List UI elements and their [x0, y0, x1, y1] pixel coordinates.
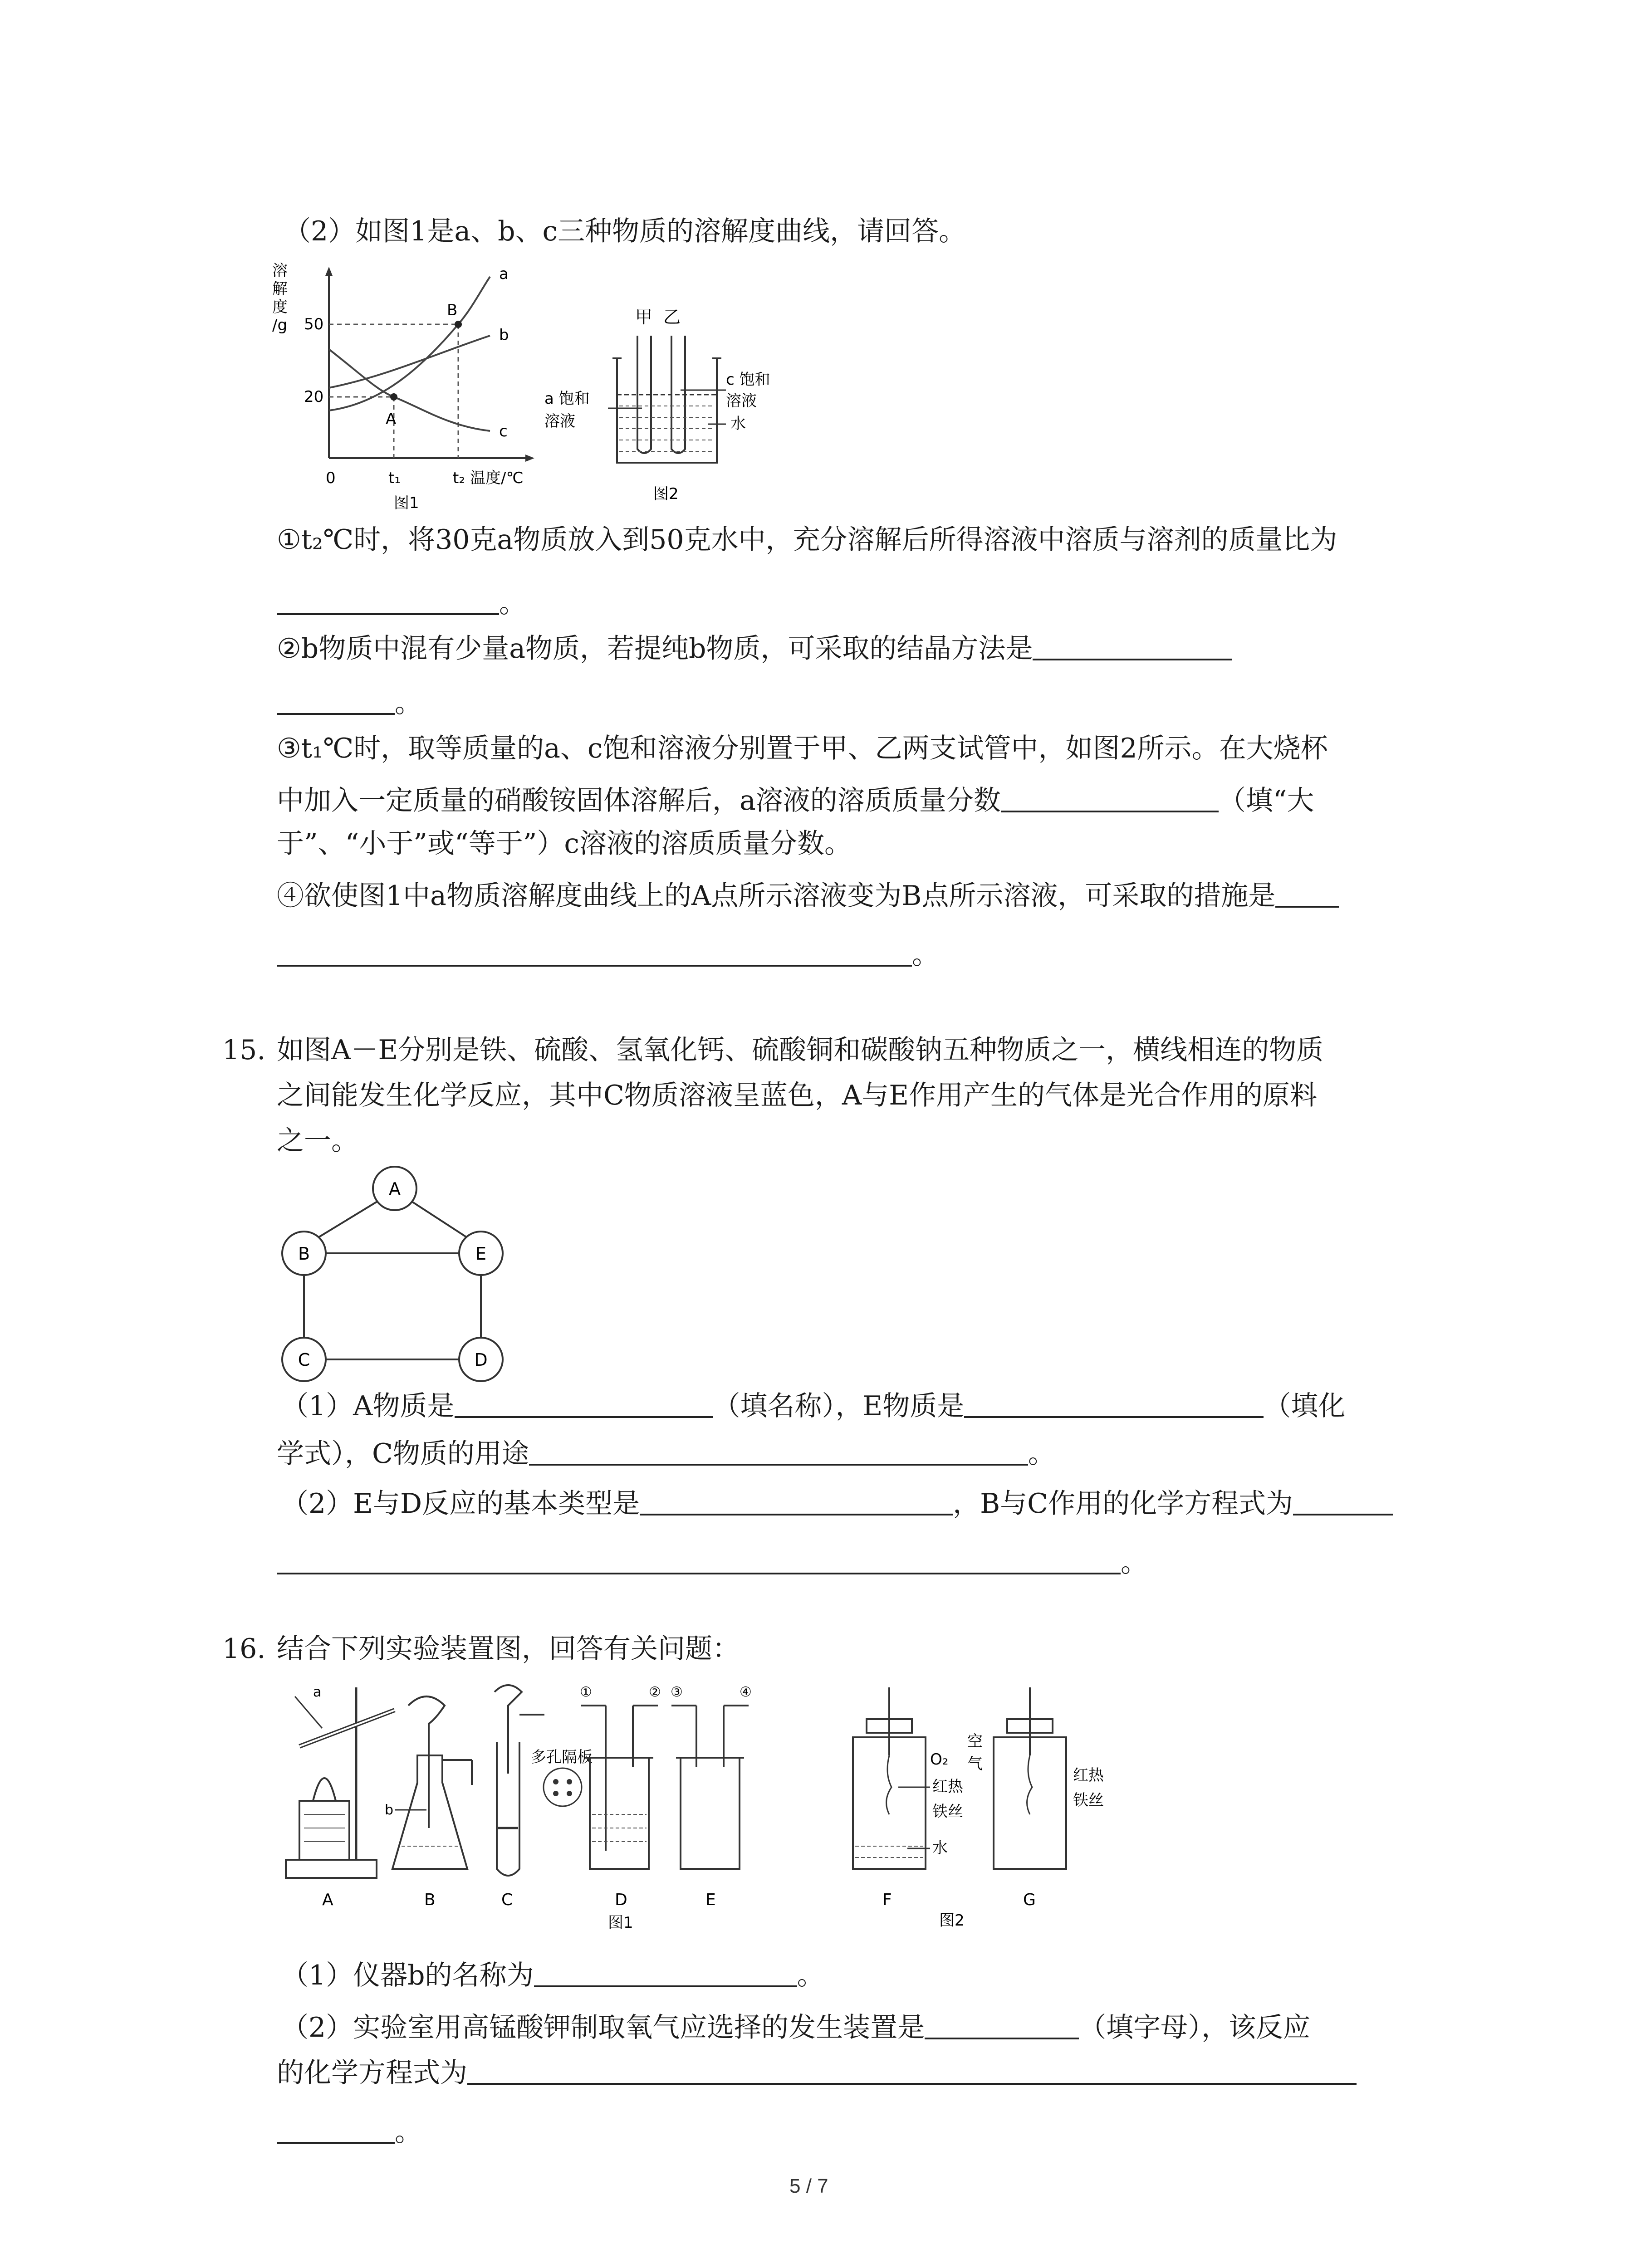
q14-sub4-text: ④欲使图1中a物质溶解度曲线上的A点所示溶液变为B点所示溶液，可采取的措施是	[277, 880, 1276, 912]
answer-blank[interactable]	[277, 1545, 1121, 1574]
apparatus-c-letter: C	[501, 1891, 513, 1909]
answer-blank[interactable]	[1293, 1486, 1393, 1515]
label-air-1: 空	[967, 1732, 983, 1750]
q16-figure1-caption: 图1	[608, 1914, 633, 1932]
curve-b	[329, 336, 490, 388]
q14-sub3-hint: （填“大	[1218, 785, 1314, 816]
label-a: a	[313, 1684, 322, 1700]
q15-part1-text-d: 学式），C物质的用途	[277, 1438, 529, 1470]
q16-part2-text-c: 的化学方程式为	[277, 2057, 467, 2089]
q14-sub2-text: ②b物质中混有少量a物质，若提纯b物质，可采取的结晶方法是	[277, 633, 1033, 665]
answer-blank[interactable]	[534, 1958, 797, 1987]
node-b: B	[298, 1244, 310, 1264]
answer-blank[interactable]	[277, 686, 395, 715]
q14-part2-intro: （2）如图1是a、b、c三种物质的溶解度曲线，请回答。	[284, 215, 966, 247]
apparatus-a-letter: A	[322, 1891, 333, 1909]
point-b-label: B	[447, 301, 458, 319]
y-axis-label-2: 解	[272, 280, 288, 298]
q14-sub1-text: ①t₂℃时，将30克a物质放入到50克水中，充分溶解后所得溶液中溶质与溶剂的质量比为	[277, 524, 1337, 556]
curve-c-label: c	[499, 422, 508, 440]
q15-text-line1: 如图A－E分别是铁、硫酸、氢氧化钙、硫酸铜和碳酸钠五种物质之一，横线相连的物质	[277, 1034, 1324, 1066]
answer-blank[interactable]	[1001, 783, 1219, 812]
answer-blank[interactable]	[455, 1389, 713, 1418]
q15-part1-text-b: （填名称），E物质是	[713, 1390, 965, 1422]
y-tick-20: 20	[304, 388, 324, 406]
tube-jia-label: 甲	[635, 307, 653, 327]
q15-number: 15.	[222, 1034, 266, 1066]
q14-sub3-line3: 于”、“小于”或“等于”）c溶液的溶质质量分数。	[277, 828, 852, 860]
apparatus-e-letter: E	[705, 1891, 716, 1909]
answer-blank[interactable]	[277, 586, 499, 615]
q15-part2-line1	[281, 1486, 1393, 1522]
sentence-end: 。	[912, 939, 939, 971]
q14-sub3-line1: ③t₁℃时，取等质量的a、c饱和溶液分别置于甲、乙两支试管中，如图2所示。在大烧杯	[277, 733, 1328, 764]
label-water: 水	[730, 415, 746, 433]
answer-blank[interactable]	[277, 2115, 395, 2144]
label-b: b	[385, 1802, 394, 1818]
q16-part2-line2	[277, 2055, 1357, 2091]
label-air-2: 气	[967, 1755, 983, 1773]
q14-sub2-line	[277, 631, 1232, 667]
figure2-caption: 图2	[653, 485, 679, 503]
node-e: E	[475, 1244, 487, 1264]
q15-part2-text-a: （2）E与D反应的基本类型是	[281, 1488, 640, 1520]
apparatus-d-letter: D	[615, 1891, 627, 1909]
answer-blank[interactable]	[1275, 879, 1339, 908]
q14-sub4-line	[277, 878, 1339, 914]
label-hot-wire-1b: 铁丝	[932, 1803, 963, 1821]
q15-part1-line2	[277, 1436, 1055, 1472]
curve-b-label: b	[499, 326, 509, 344]
apparatus-b-letter: B	[424, 1891, 436, 1909]
curve-c	[329, 349, 490, 431]
port-1: ①	[580, 1684, 592, 1700]
answer-blank[interactable]	[277, 938, 912, 967]
origin-label: 0	[326, 469, 336, 487]
apparatus-f-letter: F	[882, 1891, 892, 1909]
sentence-end: 。	[395, 2116, 422, 2148]
label-a-solution: 溶液	[544, 412, 575, 430]
q16-text-line1: 结合下列实验装置图，回答有关问题：	[277, 1633, 740, 1665]
answer-blank[interactable]	[640, 1486, 953, 1515]
label-c-solution: 溶液	[726, 392, 757, 410]
q15-part2-line2	[277, 1545, 1148, 1581]
tube-yi-label: 乙	[663, 307, 681, 327]
q14-sub4-answer	[277, 937, 939, 973]
substance-network-figure	[272, 1161, 508, 1388]
node-c: C	[298, 1350, 310, 1370]
q16-part2-line1	[281, 2009, 1310, 2046]
answer-blank[interactable]	[467, 2056, 1357, 2085]
x-axis-label: 温度/℃	[470, 469, 524, 487]
node-a: A	[389, 1179, 401, 1199]
q16-number: 16.	[222, 1633, 266, 1665]
lab-apparatus-figure	[272, 1678, 844, 1932]
y-axis-label-1: 溶	[272, 262, 288, 280]
x-tick-t1: t₁	[388, 469, 401, 487]
apparatus-g-letter: G	[1023, 1891, 1036, 1909]
y-axis-label-3: 度	[272, 298, 288, 316]
sentence-end: 。	[499, 587, 526, 619]
sentence-end: 。	[395, 687, 422, 719]
sentence-end: 。	[1028, 1438, 1055, 1470]
q15-part2-text-b: ，B与C作用的化学方程式为	[953, 1488, 1293, 1520]
answer-blank[interactable]	[964, 1389, 1264, 1418]
label-hot-wire-2b: 铁丝	[1073, 1791, 1104, 1809]
q15-part1-line1	[281, 1388, 1345, 1424]
page-number: 5 / 7	[789, 2175, 828, 2197]
label-a-saturated: a 饱和	[544, 390, 590, 408]
q15-text-line3: 之一。	[277, 1125, 358, 1157]
sentence-end: 。	[797, 1960, 824, 1991]
port-4: ④	[740, 1684, 752, 1700]
answer-blank[interactable]	[1033, 631, 1232, 660]
x-tick-t2: t₂	[453, 469, 465, 487]
answer-blank[interactable]	[925, 2010, 1079, 2039]
q14-sub1-answer	[277, 585, 526, 621]
label-hot-wire-2a: 红热	[1073, 1766, 1104, 1784]
point-a-label: A	[386, 410, 397, 428]
q15-part1-text-a: （1）A物质是	[281, 1390, 455, 1422]
q16-part2-line3	[277, 2114, 422, 2150]
figure1-caption: 图1	[394, 494, 419, 512]
q16-part2-text-a: （2）实验室用高锰酸钾制取氧气应选择的发生装置是	[281, 2012, 925, 2043]
label-o2: O₂	[930, 1750, 949, 1769]
iron-combustion-figure	[839, 1687, 1121, 1932]
q16-part2-text-b: （填字母），该反应	[1079, 2012, 1311, 2043]
q15-part1-text-c: （填化	[1264, 1390, 1346, 1422]
node-d: D	[474, 1350, 488, 1370]
q14-sub2-answer	[277, 685, 422, 721]
y-axis-label-4: /g	[272, 316, 288, 334]
solubility-curve-figure	[272, 259, 554, 513]
label-water-f: 水	[932, 1839, 948, 1857]
q16-part1-line	[281, 1957, 824, 1994]
beaker-test-tube-figure	[544, 299, 798, 513]
q14-sub3-line2	[277, 782, 1314, 819]
y-tick-50: 50	[304, 315, 324, 333]
label-hot-wire-1a: 红热	[932, 1778, 963, 1796]
q16-part1-text: （1）仪器b的名称为	[281, 1960, 534, 1991]
q14-sub3-text: 中加入一定质量的硝酸铵固体溶解后，a溶液的溶质质量分数	[277, 785, 1001, 816]
q16-figure2-caption: 图2	[939, 1911, 965, 1930]
q15-text-line2: 之间能发生化学反应，其中C物质溶液呈蓝色，A与E作用产生的气体是光合作用的原料	[277, 1080, 1318, 1111]
port-3: ③	[671, 1684, 683, 1700]
curve-a-label: a	[499, 265, 509, 283]
port-2: ②	[649, 1684, 661, 1700]
label-c-saturated: c 饱和	[726, 371, 770, 389]
answer-blank[interactable]	[529, 1437, 1028, 1466]
sentence-end: 。	[1121, 1547, 1148, 1579]
label-porous-plate: 多孔隔板	[531, 1748, 593, 1766]
